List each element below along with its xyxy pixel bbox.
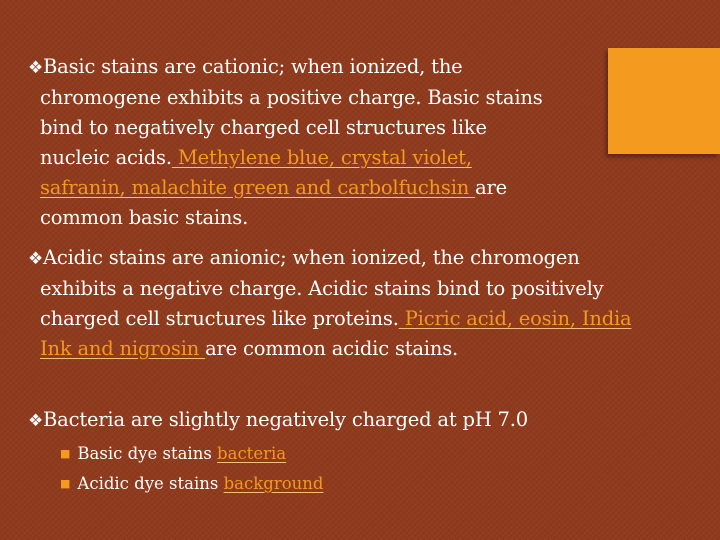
line: common basic stains. (40, 206, 249, 229)
text: are common acidic stains. (205, 337, 459, 360)
diamond-bullet-icon: ❖ (28, 411, 44, 431)
text: nucleic acids. (40, 146, 172, 169)
line (28, 243, 631, 274)
diamond-bullet-icon: ❖ (28, 249, 44, 269)
line: exhibits a negative charge. Acidic stains bind to positively (40, 277, 604, 300)
paragraph-bacteria-charge (28, 405, 528, 436)
bacteria-link[interactable]: bacteria (217, 444, 287, 463)
background-link[interactable]: background (223, 474, 324, 493)
text: Basic dye stains (77, 444, 218, 463)
line: bind to negatively charged cell structures like (40, 116, 487, 139)
text: Bacteria are slightly negatively charged at pH 7.0 (43, 408, 528, 431)
text: charged cell structures like proteins. (40, 307, 399, 330)
line: chromogene exhibits a positive charge. Basic stains (40, 86, 543, 109)
text: Acidic stains are anionic; when ionized, the chromogen (43, 246, 580, 269)
text: Acidic dye stains (77, 474, 224, 493)
accent-box (608, 48, 720, 154)
square-bullet-icon: ■ (60, 477, 71, 490)
line (28, 173, 543, 203)
acidic-stains-link[interactable]: Picric acid, eosin, India (398, 307, 632, 330)
sub-bullet-list (60, 440, 323, 500)
paragraph-acidic-stains (28, 243, 631, 364)
diamond-bullet-icon: ❖ (28, 58, 44, 78)
acidic-stains-link[interactable]: Ink and nigrosin (40, 337, 206, 360)
text: are (475, 176, 508, 199)
basic-stains-link[interactable]: Methylene blue, crystal violet, (171, 146, 472, 169)
line (28, 143, 543, 173)
line (28, 405, 528, 436)
basic-stains-link[interactable]: safranin, malachite green and carbolfuchsin (40, 176, 476, 199)
text: Basic stains are cationic; when ionized, the (43, 55, 463, 78)
paragraph-basic-stains (28, 52, 543, 233)
list-item (60, 440, 323, 470)
square-bullet-icon: ■ (60, 447, 71, 460)
line (28, 304, 631, 334)
list-item (60, 470, 323, 500)
line (28, 52, 543, 83)
line (28, 334, 631, 364)
